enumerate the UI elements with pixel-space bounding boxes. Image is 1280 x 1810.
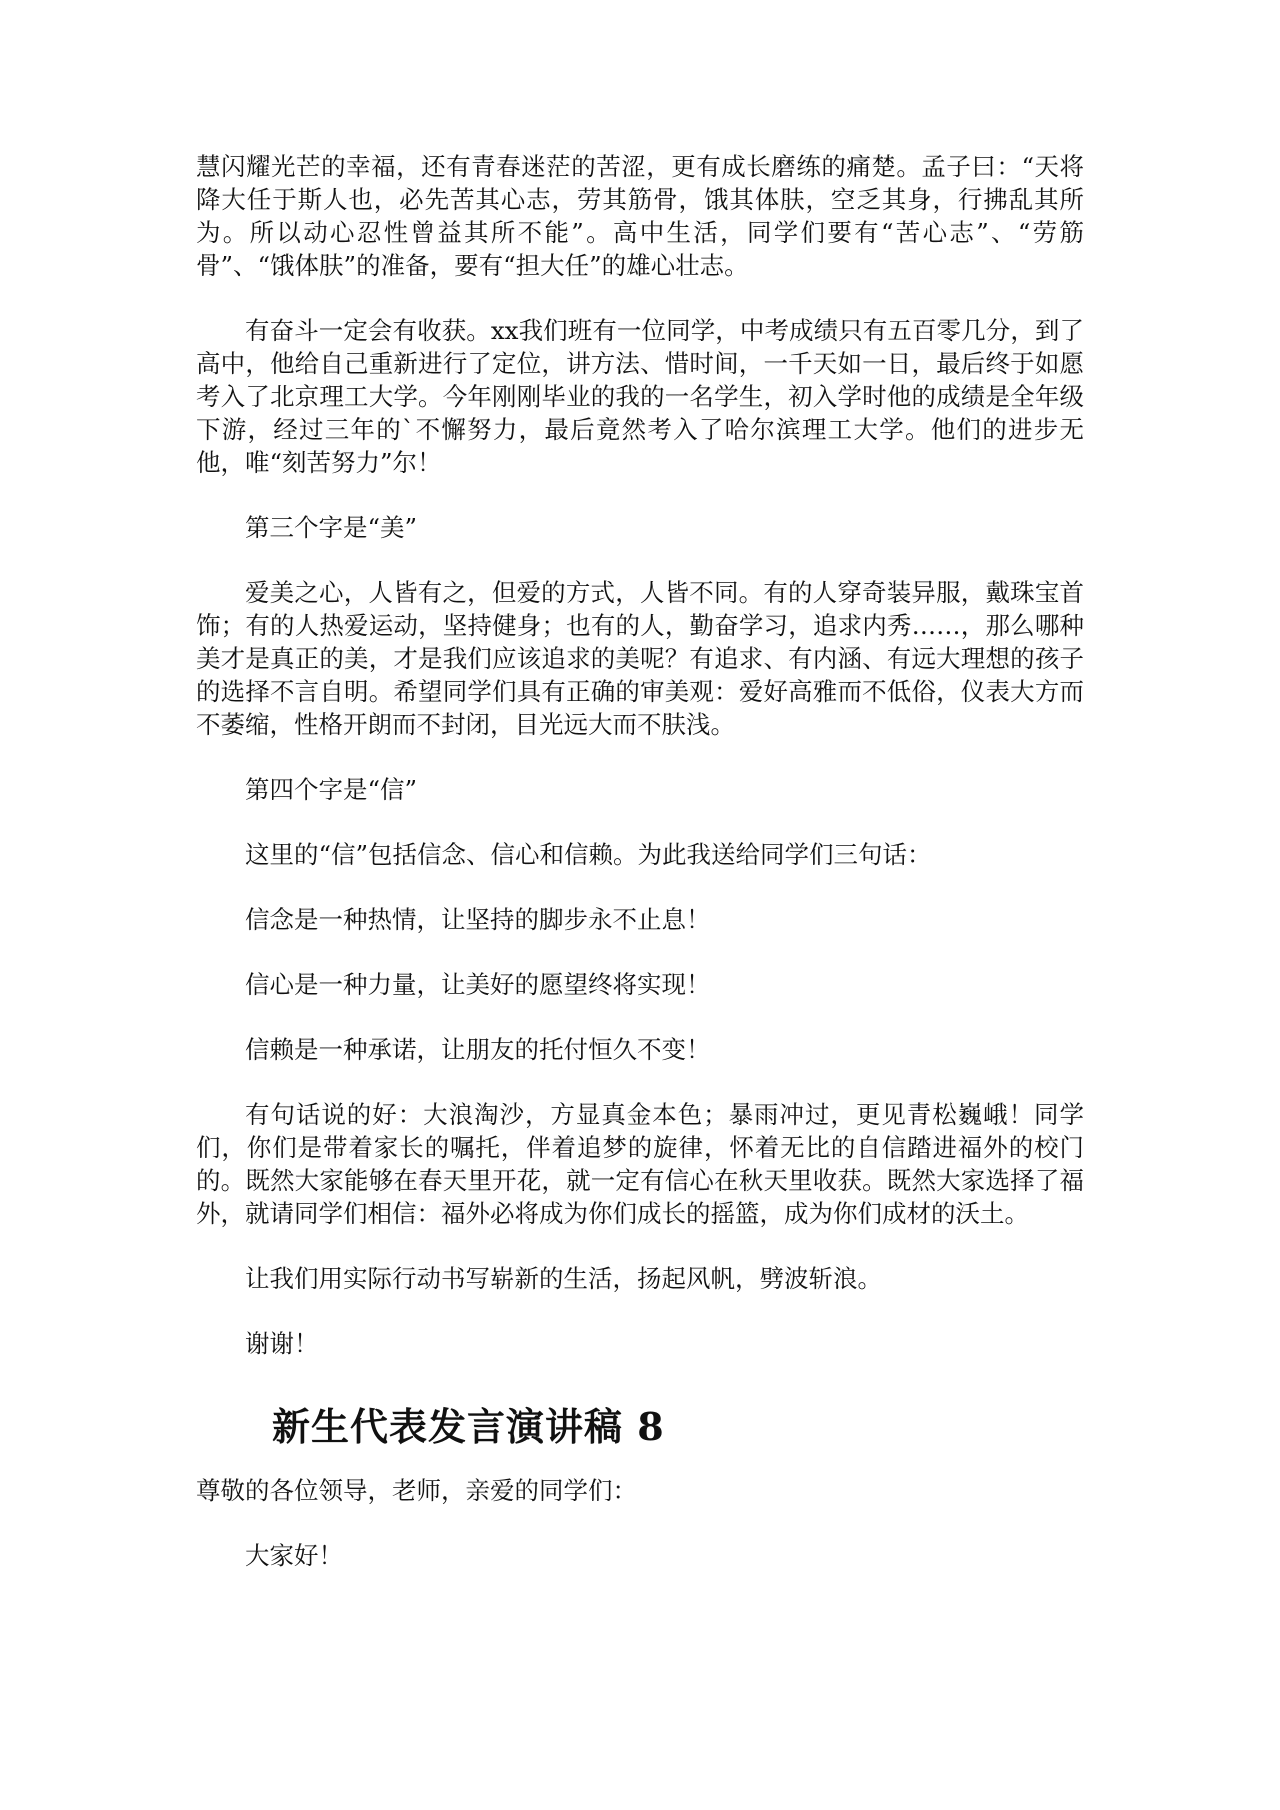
closing-thanks: 谢谢！ [245, 1329, 319, 1358]
line-confidence: 信心是一种力量，让美好的愿望终将实现！ [245, 970, 711, 999]
paragraph-fuwai: 有句话说的好：大浪淘沙，方显真金本色；暴雨冲过，更见青松巍峨！同学们，你们是带着家长的嘱托，伴着追梦的旋律，怀着无比的自信踏进福外的校门的。既然大家能够在春天里开花，就一定有信心在秋天里收获。既然大家选择了福外，就请同学们相信：福外必将成为你们成长的摇篮，成为你们成材的沃土。 [196, 1100, 1084, 1228]
heading-third-character: 第三个字是“美” [245, 513, 418, 542]
section-title: 新生代表发言演讲稿 8 [272, 1404, 665, 1449]
paragraph-action: 让我们用实际行动书写崭新的生活，扬起风帆，劈波斩浪。 [245, 1264, 882, 1293]
paragraph-suffering: 慧闪耀光芒的幸福，还有青春迷茫的苦涩，更有成长磨练的痛楚。孟子曰：“天将降大任于斯人也，必先苦其心志，劳其筋骨，饿其体肤，空乏其身，行拂乱其所为。所以动心忍性曾益其所不能”。高中生活，同学们要有“苦心志”、“劳筋骨”、“饿体肤”的准备，要有“担大任”的雄心壮志。 [196, 152, 1084, 280]
paragraph-beauty: 爱美之心，人皆有之，但爱的方式，人皆不同。有的人穿奇装异服，戴珠宝首饰；有的人热爱运动，坚持健身；也有的人，勤奋学习，追求内秀……，那么哪种美才是真正的美，才是我们应该追求的美呢？有追求、有内涵、有远大理想的孩子的选择不言自明。希望同学们具有正确的审美观：爱好高雅而不低俗，仪表大方而不萎缩，性格开朗而不封闭，目光远大而不肤浅。 [196, 578, 1084, 739]
line-reliance: 信赖是一种承诺，让朋友的托付恒久不变！ [245, 1035, 711, 1064]
paragraph-effort-reward: 有奋斗一定会有收获。xx我们班有一位同学，中考成绩只有五百零几分，到了高中，他给自己重新进行了定位，讲方法、惜时间，一千天如一日，最后终于如愿考入了北京理工大学。今年刚刚毕业的我的一名学生，初入学时他的成绩是全年级下游，经过三年的`不懈努力，最后竟然考入了哈尔滨理工大学。他们的进步无他，唯“刻苦努力”尔！ [196, 316, 1084, 477]
heading-fourth-character: 第四个字是“信” [245, 775, 418, 804]
paragraph-trust-intro: 这里的“信”包括信念、信心和信赖。为此我送给同学们三句话： [245, 840, 932, 869]
document-page [196, 150, 1084, 1572]
salutation: 尊敬的各位领导，老师，亲爱的同学们： [196, 1476, 637, 1505]
greeting: 大家好！ [245, 1541, 343, 1570]
line-belief: 信念是一种热情，让坚持的脚步永不止息！ [245, 905, 711, 934]
